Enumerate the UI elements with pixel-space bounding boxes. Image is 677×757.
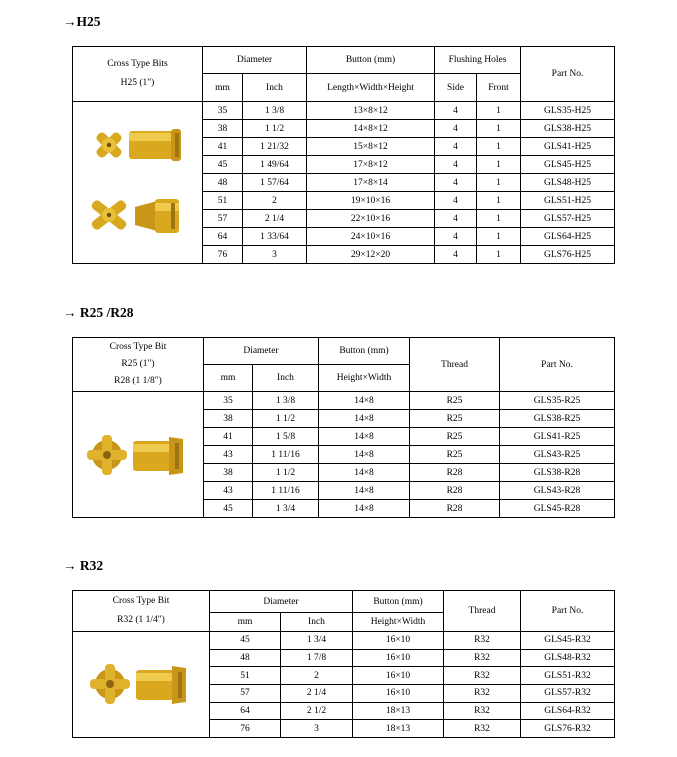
table-cell: 1 5/8 [253,428,319,446]
button-header: Button (mm) [307,47,435,74]
table-cell: 29×12×20 [307,246,435,264]
inch-header: Inch [253,365,319,392]
table-cell: 45 [204,500,253,518]
table-cell: 4 [435,138,477,156]
mm-header: mm [203,74,243,102]
table-cell: 14×8 [319,500,410,518]
r32-desc-line-1: Cross Type Bit [112,596,170,606]
table-cell: 1 1/2 [253,410,319,428]
table-cell: 3 [281,720,353,738]
table-cell: 1 7/8 [281,649,353,667]
table-cell: 1 49/64 [243,156,307,174]
h25-product-image [73,102,203,264]
table-cell: 1 [477,174,521,192]
table-cell: R28 [410,482,500,500]
mm-header: mm [204,365,253,392]
section-title-r32: → R32 [63,558,104,573]
table-cell: 13×8×12 [307,102,435,120]
table-cell: 41 [204,428,253,446]
thread-header: Thread [410,338,500,392]
table-cell: 57 [210,684,281,702]
table-cell: GLS38-R28 [500,464,615,482]
table-cell: 4 [435,210,477,228]
table-cell: 14×8×12 [307,120,435,138]
table-cell: GLS76-R32 [521,720,615,738]
table-cell: 1 1/2 [243,120,307,138]
table-cell: 38 [204,410,253,428]
part-no-header: Part No. [500,338,615,392]
table-cell: GLS48-R32 [521,649,615,667]
table-cell: 35 [204,392,253,410]
table-cell: R25 [410,410,500,428]
table-cell: R25 [410,446,500,464]
table-cell: 1 11/16 [253,446,319,464]
table-cell: 1 21/32 [243,138,307,156]
table-cell: 1 [477,228,521,246]
table-cell: 64 [203,228,243,246]
table-cell: 2 1/4 [243,210,307,228]
table-cell: 24×10×16 [307,228,435,246]
table-cell: 1 [477,210,521,228]
table-cell: 14×8 [319,464,410,482]
r32-desc-line-2: R32 (1 1/4") [117,615,165,625]
r25-description-cell [73,338,204,392]
table-cell: 1 1/2 [253,464,319,482]
table-cell: 1 33/64 [243,228,307,246]
table-cell: 1 [477,120,521,138]
table-cell: 4 [435,156,477,174]
mm-header: mm [210,613,281,632]
table-cell: 14×8 [319,410,410,428]
inch-header: Inch [243,74,307,102]
diameter-header: Diameter [204,338,319,365]
r32-spec-table [72,590,615,738]
table-cell: 2 1/2 [281,702,353,720]
table-cell: GLS45-R32 [521,632,615,650]
side-header: Side [435,74,477,102]
table-cell: 1 57/64 [243,174,307,192]
table-cell: 4 [435,228,477,246]
table-cell: R32 [444,649,521,667]
table-cell: GLS76-H25 [521,246,615,264]
table-cell: 14×8 [319,482,410,500]
table-cell: 14×8 [319,428,410,446]
table-cell: 41 [203,138,243,156]
table-cell: 15×8×12 [307,138,435,156]
button-subheader: Height×Width [353,613,444,632]
table-cell: 1 3/8 [243,102,307,120]
table-cell: GLS57-H25 [521,210,615,228]
table-cell: GLS51-H25 [521,192,615,210]
r25-desc-line-1: Cross Type Bit [109,342,167,352]
table-cell: GLS35-R25 [500,392,615,410]
table-cell: 2 [243,192,307,210]
table-cell: GLS41-R25 [500,428,615,446]
table-cell: 1 3/4 [281,632,353,650]
part-no-header: Part No. [521,591,615,632]
table-cell: 4 [435,174,477,192]
table-cell: GLS64-H25 [521,228,615,246]
h25-spec-table [72,46,615,264]
table-cell: R32 [444,667,521,685]
table-cell: R28 [410,500,500,518]
table-cell: 1 3/8 [253,392,319,410]
table-cell: 3 [243,246,307,264]
table-cell: 48 [203,174,243,192]
table-cell: 76 [210,720,281,738]
table-cell: R32 [444,702,521,720]
table-cell: 43 [204,446,253,464]
table-cell: 2 1/4 [281,684,353,702]
button-header: Button (mm) [353,591,444,613]
h25-desc-line-1: Cross Type Bits [107,59,168,69]
table-cell: 38 [203,120,243,138]
table-cell: R28 [410,464,500,482]
table-cell: GLS43-R28 [500,482,615,500]
table-cell: 45 [210,632,281,650]
table-cell: 19×10×16 [307,192,435,210]
table-cell: 14×8 [319,392,410,410]
button-subheader: Length×Width×Height [307,74,435,102]
table-cell: 51 [210,667,281,685]
table-cell: GLS38-H25 [521,120,615,138]
table-cell: 76 [203,246,243,264]
table-cell: 1 [477,138,521,156]
r25-desc-line-3: R28 (1 1/8") [114,376,162,386]
table-cell: 16×10 [353,632,444,650]
thread-header: Thread [444,591,521,632]
front-header: Front [477,74,521,102]
table-cell: 1 11/16 [253,482,319,500]
r32-description-cell [73,591,210,632]
button-header: Button (mm) [319,338,410,365]
diameter-header: Diameter [210,591,353,613]
table-cell: GLS38-R25 [500,410,615,428]
table-cell: 18×13 [353,702,444,720]
table-cell: 45 [203,156,243,174]
flushing-holes-header: Flushing Holes [435,47,521,74]
table-cell: GLS45-R28 [500,500,615,518]
table-cell: 22×10×16 [307,210,435,228]
r25-product-image [73,392,204,518]
table-cell: GLS43-R25 [500,446,615,464]
table-cell: 17×8×14 [307,174,435,192]
table-cell: 1 [477,192,521,210]
table-cell: 16×10 [353,649,444,667]
diameter-header: Diameter [203,47,307,74]
button-subheader: Height×Width [319,365,410,392]
table-cell: 16×10 [353,667,444,685]
table-cell: GLS45-H25 [521,156,615,174]
table-cell: 4 [435,246,477,264]
table-cell: R32 [444,632,521,650]
table-cell: R32 [444,684,521,702]
table-cell: GLS51-R32 [521,667,615,685]
table-cell: 64 [210,702,281,720]
section-title-r25-r28: → R25 /R28 [63,305,134,320]
table-cell: 1 [477,246,521,264]
table-cell: 1 [477,102,521,120]
table-cell: 4 [435,120,477,138]
table-cell: 17×8×12 [307,156,435,174]
table-cell: 1 [477,156,521,174]
part-no-header: Part No. [521,47,615,102]
table-cell: 1 3/4 [253,500,319,518]
section-title-h25: →H25 [63,14,101,29]
r25-desc-line-2: R25 (1") [121,359,155,369]
table-cell: R25 [410,428,500,446]
table-cell: R32 [444,720,521,738]
table-cell: 14×8 [319,446,410,464]
h25-desc-line-2: H25 (1") [120,78,155,88]
table-cell: 43 [204,482,253,500]
table-cell: 4 [435,192,477,210]
table-cell: GLS57-R32 [521,684,615,702]
table-cell: GLS64-R32 [521,702,615,720]
r32-product-image [73,632,210,738]
r25-r28-spec-table [72,337,615,518]
table-cell: 16×10 [353,684,444,702]
table-cell: 4 [435,102,477,120]
table-cell: 51 [203,192,243,210]
table-cell: 2 [281,667,353,685]
table-cell: 48 [210,649,281,667]
table-cell: 57 [203,210,243,228]
h25-description-cell [73,47,203,102]
table-cell: 18×13 [353,720,444,738]
table-cell: GLS48-H25 [521,174,615,192]
table-cell: R25 [410,392,500,410]
inch-header: Inch [281,613,353,632]
table-cell: GLS35-H25 [521,102,615,120]
table-cell: GLS41-H25 [521,138,615,156]
table-cell: 38 [204,464,253,482]
table-cell: 35 [203,102,243,120]
